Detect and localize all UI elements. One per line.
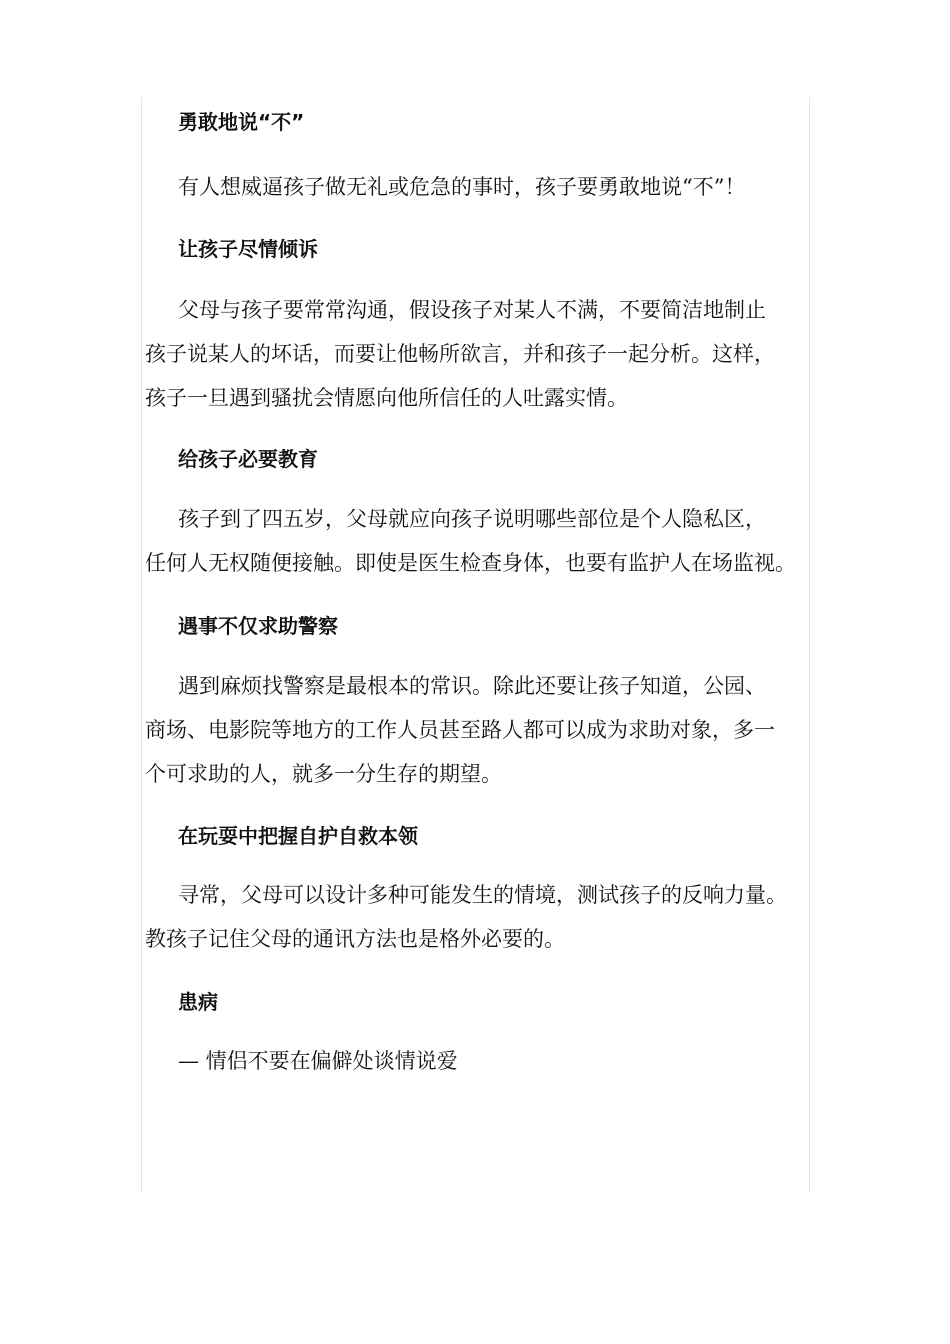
- paragraph-line: 孩子到了四五岁，父母就应向孩子说明哪些部位是个人隐私区，: [178, 507, 766, 531]
- section-heading: 患病: [178, 990, 218, 1014]
- section-heading: 勇敢地说“不”: [178, 110, 305, 134]
- section-paragraph: [145, 1039, 807, 1083]
- section-heading: 在玩耍中把握自护自救本领: [178, 824, 418, 848]
- paragraph-line: 任何人无权随便接触。即使是医生检查身体，也要有监护人在场监视。: [145, 551, 796, 575]
- section-paragraph: [145, 288, 807, 420]
- paragraph-line: 孩子说某人的坏话，而要让他畅所欲言，并和孩子一起分析。这样，: [145, 342, 775, 366]
- section-paragraph: [145, 873, 807, 961]
- section-heading: 遇事不仅求助警察: [178, 614, 338, 638]
- paragraph-line: 教孩子记住父母的通讯方法也是格外必要的。: [145, 927, 565, 951]
- section-paragraph: [145, 497, 807, 585]
- section-heading: 让孩子尽情倾诉: [178, 237, 318, 261]
- paragraph-line: 有人想威逼孩子做无礼或危急的事时，孩子要勇敢地说“不”！: [178, 175, 746, 199]
- paragraph-line: 寻常，父母可以设计多种可能发生的情境，测试孩子的反响力量。: [178, 883, 787, 907]
- section-paragraph: [145, 664, 807, 796]
- paragraph-line: 父母与孩子要常常沟通，假设孩子对某人不满，不要简洁地制止: [178, 298, 766, 322]
- paragraph-line: 个可求助的人，就多一分生存的期望。: [145, 762, 502, 786]
- paragraph-line: 孩子一旦遇到骚扰会情愿向他所信任的人吐露实情。: [145, 386, 628, 410]
- paragraph-line: 商场、电影院等地方的工作人员甚至路人都可以成为求助对象，多一: [145, 718, 775, 742]
- paragraph-line: — 情侣不要在偏僻处谈情说爱: [178, 1049, 458, 1073]
- section-paragraph: [145, 165, 807, 209]
- section-heading: 给孩子必要教育: [178, 447, 318, 471]
- paragraph-line: 遇到麻烦找警察是最根本的常识。除此还要让孩子知道，公园、: [178, 674, 766, 698]
